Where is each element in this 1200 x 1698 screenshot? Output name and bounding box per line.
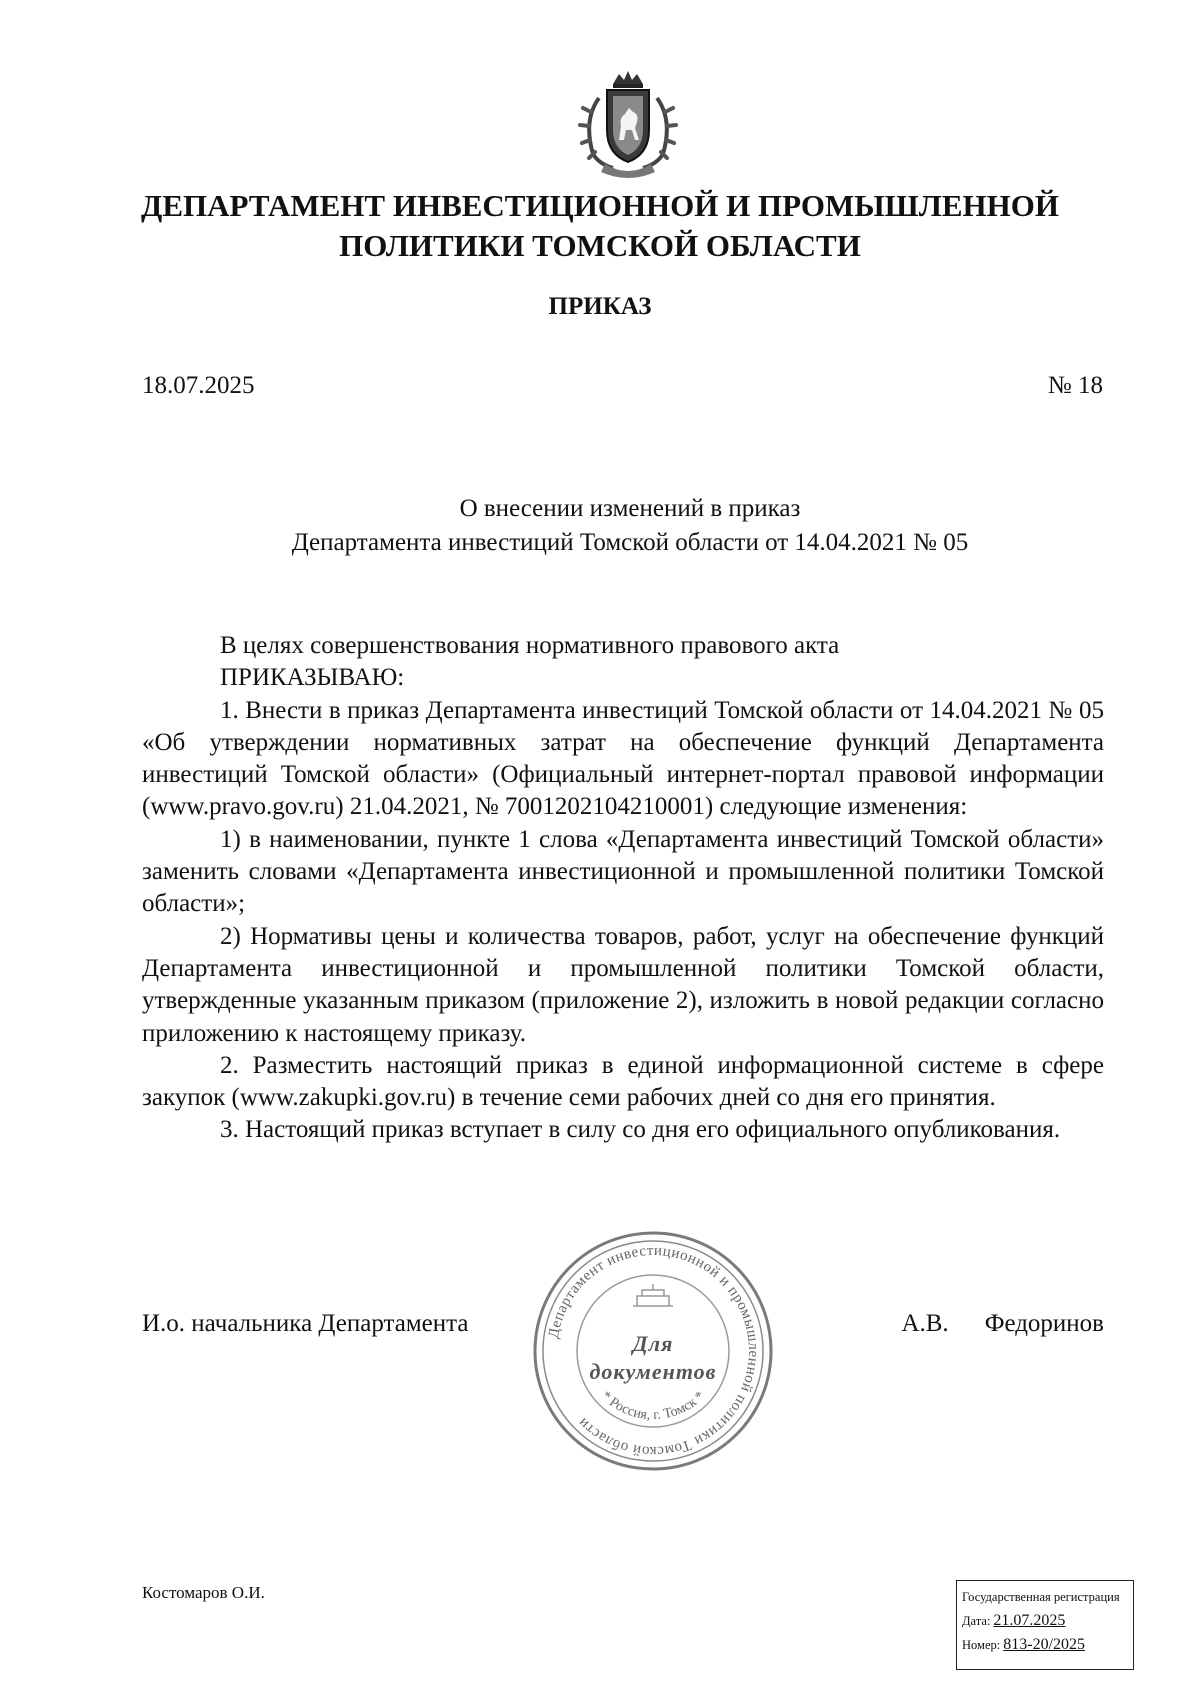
seal-ring-text: Департамент инвестиционной и промышленной политики Томской области xyxy=(545,1242,762,1460)
document-body xyxy=(142,630,1104,1147)
paragraph-3: 3. Настоящий приказ вступает в силу со дня его официального опубликования. xyxy=(220,1116,1061,1144)
document-subject xyxy=(150,492,1110,560)
seal-bottom-text: * Россия, г. Томск * xyxy=(598,1388,708,1424)
registration-title: Государственная регистрация xyxy=(962,1590,1120,1604)
registration-date-label: Дата: xyxy=(962,1614,991,1628)
department-title-line2: ПОЛИТИКИ ТОМСКОЙ ОБЛАСТИ xyxy=(339,228,861,263)
registration-number-value: 813-20/2025 xyxy=(1003,1636,1086,1653)
svg-text:* Россия, г. Томск * xyxy=(598,1389,708,1423)
coat-of-arms-icon xyxy=(569,68,687,180)
official-seal xyxy=(530,1228,776,1474)
order-word: ПРИКАЗЫВАЮ: xyxy=(220,664,405,692)
registration-date-value: 21.07.2025 xyxy=(993,1612,1066,1629)
registration-date-row xyxy=(962,1609,1128,1633)
signatory-name xyxy=(901,1308,1104,1340)
document-type: ПРИКАЗ xyxy=(548,293,652,320)
executor-name: Костомаров О.И. xyxy=(142,1583,265,1602)
signatory-surname: Федоринов xyxy=(984,1310,1104,1337)
registration-stamp xyxy=(956,1580,1134,1670)
subject-line1: О внесении изменений в приказ xyxy=(459,495,801,522)
seal-center-line1: Для xyxy=(632,1331,674,1356)
paragraph-2: 2. Разместить настоящий приказ в единой информационной системе в сфере закупок (www.zakupki.gov.ru) в течение семи рабочих дней со дня его принятия. xyxy=(142,1051,1104,1112)
paragraph-1-1: 1) в наименовании, пункте 1 слова «Департамента инвестиций Томской области» заменить словами «Департамента инвестиционной и промышленной политики Томской области»; xyxy=(142,825,1104,918)
paragraph-1-2: 2) Нормативы цены и количества товаров, работ, услуг на обеспечение функций Департамента инвестиционной и промышленной политики Томской области, утвержденные указанным приказом (приложение 2), изложить в новой редакции согласно приложению к настоящему приказу. xyxy=(142,922,1104,1047)
preamble: В целях совершенствования нормативного правового акта xyxy=(220,632,840,659)
document-date: 18.07.2025 xyxy=(142,372,255,399)
registration-number-label: Номер: xyxy=(962,1638,1001,1652)
department-title xyxy=(100,186,1100,266)
signatory-initials: А.В. xyxy=(901,1310,949,1337)
paragraph-1: 1. Внести в приказ Департамента инвестиций Томской области от 14.04.2021 № 05 «Об утверждении нормативных затрат на обеспечение функций Департамента инвестиций Томской области» (Официальный интернет-портал правовой информации (www.pravo.gov.ru) 21.04.2021, № 7001202104210001) следующие изменения: xyxy=(142,696,1104,821)
registration-number-row xyxy=(962,1633,1128,1657)
seal-center-line2: документов xyxy=(589,1359,717,1384)
subject-line2: Департамента инвестиций Томской области от 14.04.2021 № 05 xyxy=(291,529,969,556)
department-title-line1: ДЕПАРТАМЕНТ ИНВЕСТИЦИОННОЙ И ПРОМЫШЛЕННОЙ xyxy=(141,188,1059,223)
document-number: № 18 xyxy=(1047,372,1103,399)
seal-center-text xyxy=(530,1330,776,1386)
signatory-position: И.о. начальника Департамента xyxy=(142,1310,469,1337)
